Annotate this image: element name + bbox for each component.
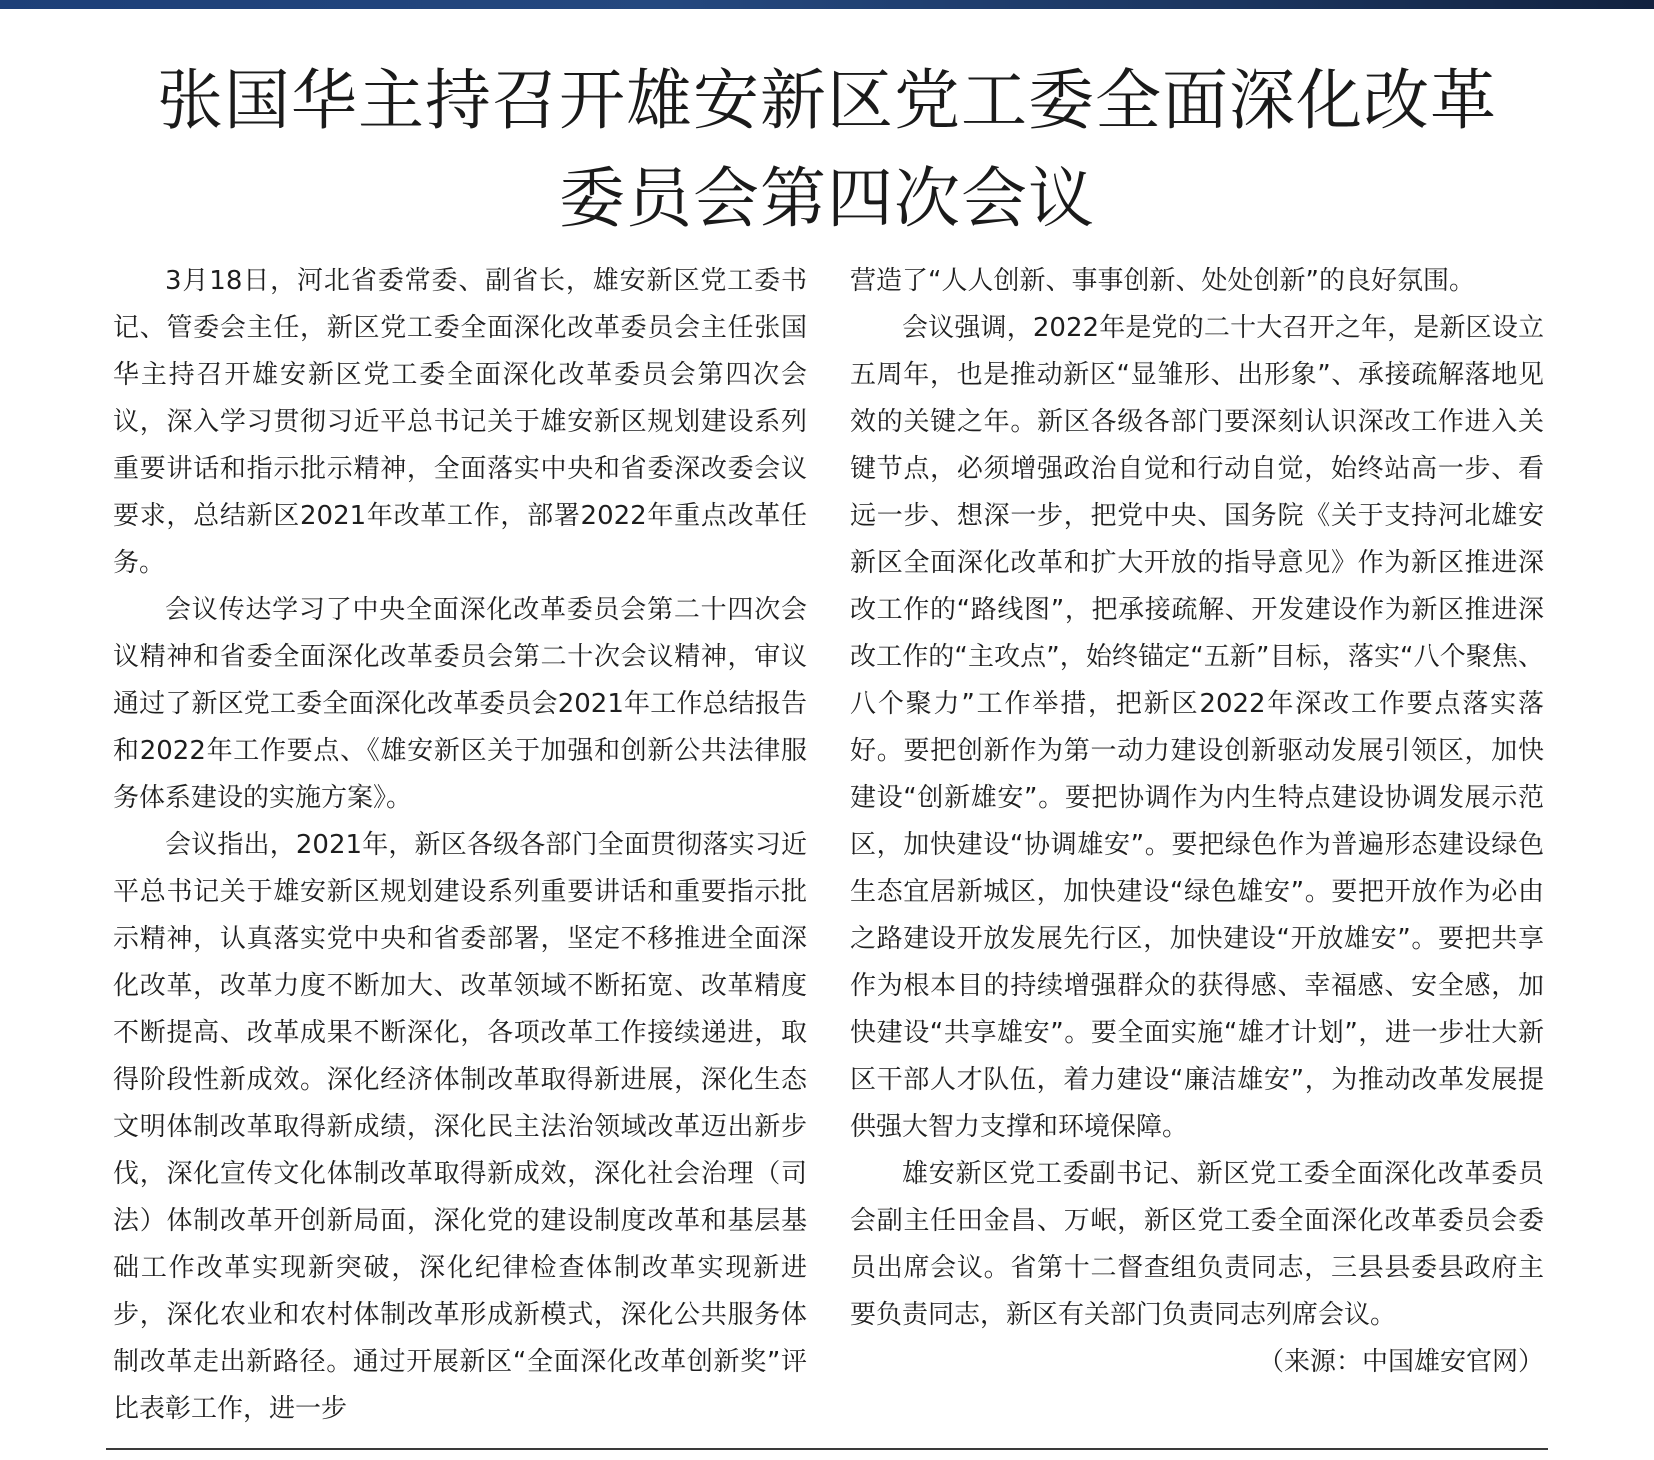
attendees-text: 雄安新区党工委副书记、新区党工委全面深化改革委员会副主任田金昌、万岷，新区党工委全面深化改革委员会委员出席会议。省第十二督查组负责同志，三县县委县政府主要负责同志，新区有关部门负责同志列席会议。: [850, 1159, 1544, 1330]
article-title-line-1: 张国华主持召开雄安新区党工委全面深化改革: [157, 62, 1497, 139]
article-title-line-2: 委员会第四次会议: [559, 160, 1095, 237]
paragraph-meeting-intro: 3月18日，河北省委常委、副省长，雄安新区党工委书记、管委会主任，新区党工委全面深化改革委员会主任张国华主持召开雄安新区党工委全面深化改革委员会第四次会议，深入学习贯彻习近平总书记关于雄安新区规划建设系列重要讲话和指示批示精神，全面落实中央和省委深改委会议要求，总结新区2021年改革工作，部署2022年重点改革任务。: [113, 266, 807, 578]
bottom-divider: [106, 1448, 1548, 1450]
article-title: [0, 52, 1654, 248]
paragraph-meeting-review: 会议传达学习了中央全面深化改革委员会第二十四次会议精神和省委全面深化改革委员会第二十次会议精神，审议通过了新区党工委全面深化改革委员会2021年工作总结报告和2022年工作要点、《雄安新区关于加强和创新公共法律服务体系建设的实施方案》。: [113, 595, 807, 813]
left-text-column: [113, 258, 807, 1433]
paragraph-attendees: [850, 1151, 1544, 1377]
paragraph-meeting-emphasis: 会议强调，2022年是党的二十大召开之年，是新区设立五周年，也是推动新区“显雏形、出形象”、承接疏解落地见效的关键之年。新区各级各部门要深刻认识深改工作进入关键节点，必须增强政治自觉和行动自觉，始终站高一步、看远一步、想深一步，把党中央、国务院《关于支持河北雄安新区全面深化改革和扩大开放的指导意见》作为新区推进深改工作的“路线图”，把承接疏解、开发建设作为新区推进深改工作的“主攻点”，始终锚定“五新”目标，落实“八个聚焦、八个聚力”工作举措，把新区2022年深改工作要点落实落好。要把创新作为第一动力建设创新驱动发展引领区，加快建设“创新雄安”。要把协调作为内生特点建设协调发展示范区，加快建设“协调雄安”。要把绿色作为普遍形态建设绿色生态宜居新城区，加快建设“绿色雄安”。要把开放作为必由之路建设开放发展先行区，加快建设“开放雄安”。要把共享作为根本目的持续增强群众的获得感、幸福感、安全感，加快建设“共享雄安”。要全面实施“雄才计划”，进一步壮大新区干部人才队伍，着力建设“廉洁雄安”，为推动改革发展提供强大智力支撑和环境保障。: [850, 313, 1544, 1142]
paragraph-meeting-summary: 会议指出，2021年，新区各级各部门全面贯彻落实习近平总书记关于雄安新区规划建设系列重要讲话和重要指示批示精神，认真落实党中央和省委部署，坚定不移推进全面深化改革，改革力度不断加大、改革领域不断拓宽、改革精度不断提高、改革成果不断深化，各项改革工作接续递进，取得阶段性新成效。深化经济体制改革取得新进展，深化生态文明体制改革取得新成绩，深化民主法治领域改革迈出新步伐，深化宣传文化体制改革取得新成效，深化社会治理（司法）体制改革开创新局面，深化党的建设制度改革和基层基础工作改革实现新突破，深化纪律检查体制改革实现新进步，深化农业和农村体制改革形成新模式，深化公共服务体制改革走出新路径。通过开展新区“全面深化改革创新奖”评比表彰工作，进一步: [113, 830, 807, 1424]
paragraph-continuation: 营造了“人人创新、事事创新、处处创新”的良好氛围。: [850, 266, 1475, 296]
top-color-band: [0, 0, 1654, 9]
source-note: （来源：中国雄安官网）: [1257, 1347, 1544, 1377]
right-text-column: [850, 258, 1544, 1386]
